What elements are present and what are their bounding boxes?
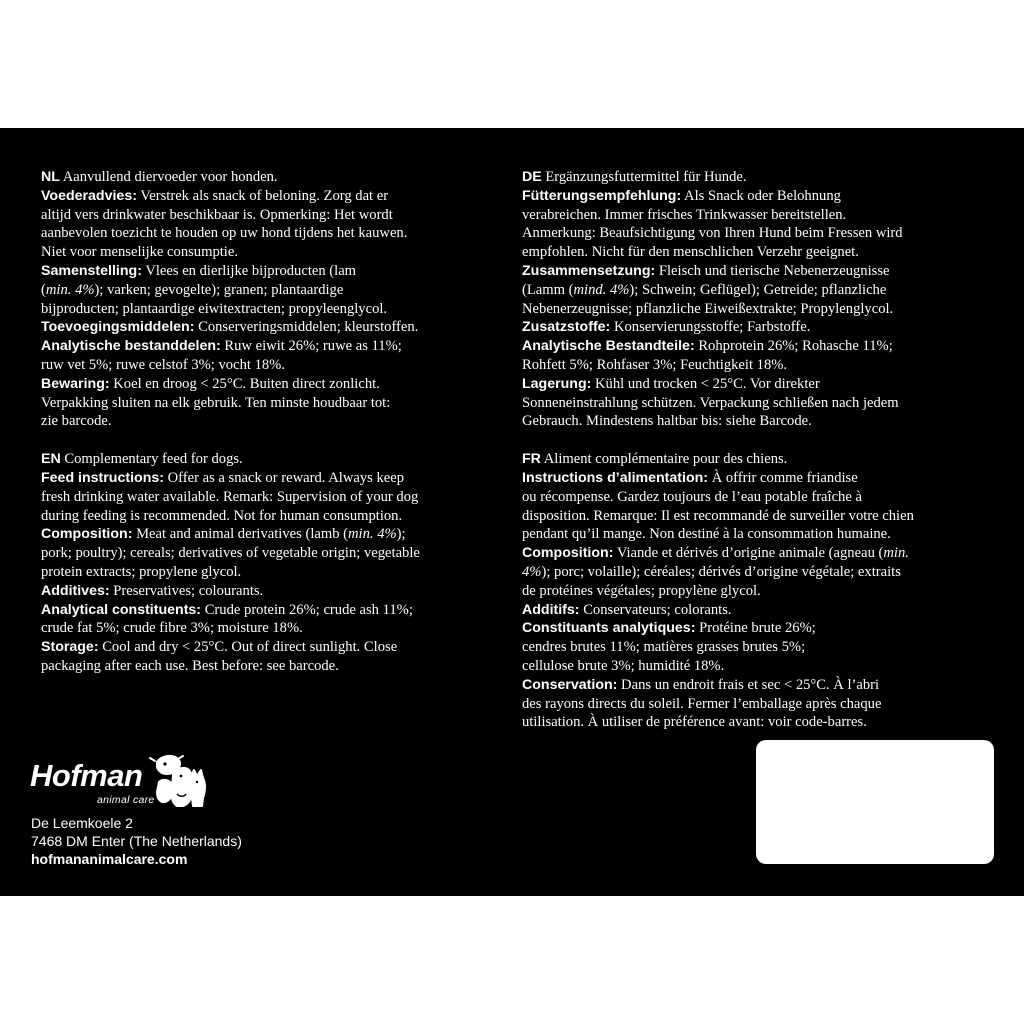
de-feeding-2: verabreichen. Immer frisches Trinkwasser bereitstellen. (522, 206, 847, 223)
website-link[interactable]: hofmananimalcare.com (31, 851, 188, 867)
nl-additives-val: Conserveringsmiddelen; kleurstoffen. (198, 319, 419, 336)
de-additives-key: Zusatzstoffe: (522, 319, 611, 336)
de-feeding-4: empfohlen. Nicht für den menschlichen Verzehr geeignet. (522, 244, 859, 261)
nl-feeding-4: Niet voor menselijke consumptie. (41, 244, 238, 261)
fr-storage-3: utilisation. À utiliser de préférence avant: voir code-barres. (522, 714, 867, 731)
fr-feeding-1: À offrir comme friandise (711, 469, 858, 486)
en-composition-key: Composition: (41, 526, 133, 543)
en-composition-1a: Meat and animal derivatives (lamb ( (136, 526, 349, 543)
de-feeding-3: Anmerkung: Beaufsichtigung von Ihren Hund beim Fressen wird (522, 225, 903, 242)
en-analytical-key: Analytical constituents: (41, 601, 202, 618)
de-analytical-1: Rohprotein 26%; Rohasche 11%; (698, 338, 893, 355)
de-feeding-1: Als Snack oder Belohnung (684, 187, 841, 204)
barcode-area (756, 740, 994, 864)
nl-feeding-2: altijd vers drinkwater beschikbaar is. Opmerking: Het wordt (41, 206, 393, 223)
company-address (31, 814, 242, 868)
en-analytical-1: Crude protein 26%; crude ash 11%; (204, 601, 413, 618)
de-intro: Ergänzungsfuttermittel für Hunde. (545, 169, 747, 185)
en-composition-2: pork; poultry); cereals; derivatives of vegetable origin; vegetable (41, 545, 420, 562)
de-storage-3: Gebrauch. Mindestens haltbar bis: siehe Barcode. (522, 413, 812, 430)
en-feeding-key: Feed instructions: (41, 469, 164, 486)
fr-composition-key: Composition: (522, 545, 614, 562)
fr-feeding-key: Instructions d’alimentation: (522, 469, 709, 486)
nl-lang-code: NL (41, 169, 60, 185)
nl-storage-key: Bewaring: (41, 375, 110, 392)
fr-composition-2b: ); porc; volaille); céréales; dérivés d’origine végétale; extraits (541, 563, 901, 580)
fr-composition-1a: Viande et dérivés d’origine animale (agneau ( (616, 545, 884, 562)
nl-analytical-1: Ruw eiwit 26%; ruwe as 11%; (224, 338, 402, 355)
de-lang-code: DE (522, 169, 542, 185)
nl-analytical-2: ruw vet 5%; ruwe celstof 3%; vocht 18%. (41, 356, 285, 373)
nl-intro: Aanvullend diervoeder voor honden. (62, 169, 278, 185)
en-feeding-1: Offer as a snack or reward. Always keep (167, 469, 405, 486)
nl-storage-1: Koel en droog < 25°C. Buiten direct zonlicht. (113, 375, 380, 392)
fr-storage-2: des rayons directs du soleil. Fermer l’emballage après chaque (522, 695, 882, 712)
en-storage-key: Storage: (41, 639, 99, 656)
de-section (522, 168, 992, 431)
fr-feeding-3: disposition. Remarque: Il est recommandé de surveiller votre chien (522, 507, 914, 524)
de-analytical-2: Rohfett 5%; Rohfaser 3%; Feuchtigkeit 18%. (522, 356, 788, 373)
nl-storage-2: Verpakking sluiten na elk gebruik. Ten minste houdbaar tot: (41, 394, 391, 411)
de-additives-val: Konservierungsstoffe; Farbstoffe. (613, 319, 811, 336)
nl-composition-2a: ( (41, 281, 46, 298)
brand-tagline: animal care (97, 794, 155, 806)
nl-additives-key: Toevoegingsmiddelen: (41, 319, 195, 336)
de-composition-2em: mind. 4% (573, 281, 630, 298)
de-storage-1: Kühl und trocken < 25°C. Vor direkter (595, 375, 820, 392)
fr-storage-1: Dans un endroit frais et sec < 25°C. À l’abri (621, 676, 880, 693)
right-column (522, 168, 992, 751)
en-additives-key: Additives: (41, 582, 110, 599)
brand-logo (30, 752, 270, 812)
en-additives-val: Preservatives; colourants. (113, 582, 264, 599)
fr-analytical-key: Constituants analytiques: (522, 620, 696, 637)
en-storage-2: packaging after each use. Best before: see barcode. (41, 657, 339, 674)
en-analytical-2: crude fat 5%; crude fibre 3%; moisture 18%. (41, 620, 303, 637)
nl-section (41, 168, 511, 431)
en-composition-1b: ); (396, 526, 406, 543)
fr-feeding-2: ou récompense. Gardez toujours de l’eau potable fraîche à (522, 488, 862, 505)
nl-composition-2em: min. 4% (45, 281, 95, 298)
en-intro: Complementary feed for dogs. (64, 451, 243, 468)
fr-additives-key: Additifs: (522, 601, 580, 618)
en-feeding-2: fresh drinking water available. Remark: Supervision of your dog (41, 488, 419, 505)
nl-storage-3: zie barcode. (41, 413, 112, 430)
fr-intro: Aliment complémentaire pour des chiens. (543, 451, 788, 468)
nl-composition-2b: ); varken; gevogelte); granen; plantaardige (94, 281, 344, 298)
nl-composition-key: Samenstelling: (41, 262, 142, 279)
left-column (41, 168, 511, 695)
de-composition-key: Zusammensetzung: (522, 262, 656, 279)
nl-feeding-key: Voederadvies: (41, 187, 137, 204)
brand-name: Hofman (30, 758, 143, 793)
nl-analytical-key: Analytische bestanddelen: (41, 338, 221, 355)
fr-analytical-1: Protéine brute 26%; (699, 620, 816, 637)
product-label (0, 128, 1024, 896)
en-section (41, 450, 511, 676)
fr-analytical-3: cellulose brute 3%; humidité 18%. (522, 657, 725, 674)
fr-composition-1em: min. (883, 545, 909, 562)
fr-additives-val: Conservateurs; colorants. (583, 601, 732, 618)
nl-feeding-3: aanbevolen toezicht te houden op uw hond tijdens het kauwen. (41, 225, 408, 242)
de-storage-2: Sonneneinstrahlung schützen. Verpackung schließen nach jedem (522, 394, 899, 411)
fr-storage-key: Conservation: (522, 676, 618, 693)
en-composition-3: protein extracts; propylene glycol. (41, 563, 242, 580)
de-analytical-key: Analytische Bestandteile: (522, 338, 695, 355)
de-composition-1: Fleisch und tierische Nebenerzeugnisse (658, 262, 890, 279)
fr-feeding-4: pendant qu’il mange. Non destiné à la consommation humaine. (522, 526, 891, 543)
fr-section (522, 450, 992, 732)
fr-lang-code: FR (522, 451, 541, 468)
fr-composition-3: de protéines végétales; propylène glycol. (522, 582, 761, 599)
nl-composition-1: Vlees en dierlijke bijproducten (lam (145, 262, 357, 279)
nl-feeding-1: Verstrek als snack of beloning. Zorg dat er (140, 187, 389, 204)
address-street: De Leemkoele 2 (31, 815, 133, 831)
en-composition-1em: min. 4% (348, 526, 397, 543)
de-feeding-key: Fütterungsempfehlung: (522, 187, 682, 204)
de-composition-2b: ); Schwein; Geflügel); Getreide; pflanzliche (629, 281, 887, 298)
de-composition-3: Nebenerzeugnisse; pflanzliche Eiweißextrakte; Propylenglycol. (522, 300, 894, 317)
en-lang-code: EN (41, 451, 61, 468)
animals-icon (147, 752, 211, 812)
de-storage-key: Lagerung: (522, 375, 592, 392)
de-composition-2a: (Lamm ( (522, 281, 574, 298)
fr-composition-2em: 4% (522, 563, 542, 580)
nl-composition-3: bijproducten; plantaardige eiwitextracten; propyleenglycol. (41, 300, 388, 317)
en-feeding-3: during feeding is recommended. Not for human consumption. (41, 507, 403, 524)
fr-analytical-2: cendres brutes 11%; matières grasses brutes 5%; (522, 639, 806, 656)
en-storage-1: Cool and dry < 25°C. Out of direct sunlight. Close (102, 639, 398, 656)
address-city: 7468 DM Enter (The Netherlands) (31, 833, 242, 849)
